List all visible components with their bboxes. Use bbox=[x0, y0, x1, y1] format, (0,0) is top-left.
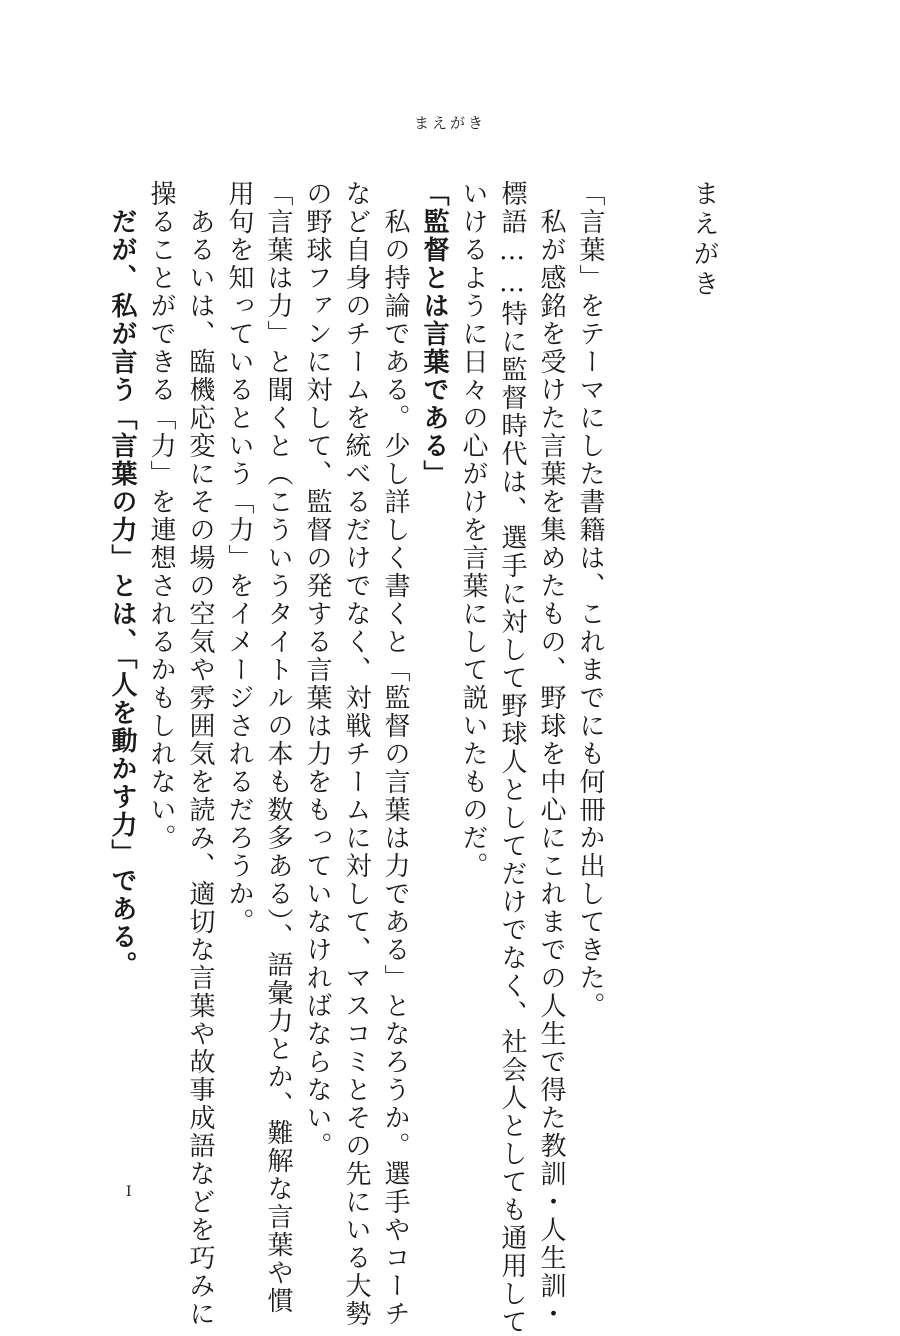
page-number: I bbox=[126, 1184, 132, 1200]
text-column-7: など自身のチームを統べるだけでなく、対戦チームに対して、マスコミとその先にいる大勢 bbox=[341, 180, 371, 1328]
text-column-3: 標語……特に監督時代は、選手に対して野球人としてだけでなく、社会人としても通用して bbox=[497, 180, 527, 1336]
text-column-1: 「言葉」をテーマにした書籍は、これまでにも何冊か出してきた。 bbox=[575, 180, 605, 1020]
text-column-10: 用句を知っているという「力」をイメージされるだろうか。 bbox=[224, 180, 254, 936]
text-column-5: 「監督とは言葉である」 bbox=[419, 180, 449, 488]
text-column-12: 操ることができる「力」を連想されるかもしれない。 bbox=[146, 180, 176, 852]
chapter-title: まえがき bbox=[689, 180, 719, 300]
running-head: まえがき bbox=[413, 114, 486, 132]
text-column-4: いけるように日々の心がけを言葉にして説いたものだ。 bbox=[458, 180, 488, 880]
text-column-11: あるいは、臨機応変にその場の空気や雰囲気を読み、適切な言葉や故事成語などを巧みに bbox=[185, 180, 215, 1328]
text-column-6: 私の持論である。少し詳しく書くと「監督の言葉は力である」となろうか。選手やコーチ bbox=[380, 180, 410, 1328]
text-column-9: 「言葉は力」と聞くと（こういうタイトルの本も数多ある）、語彙力とか、難解な言葉や慣 bbox=[263, 180, 293, 1315]
text-column-2: 私が感銘を受けた言葉を集めたもの、野球を中心にこれまでの人生で得た教訓・人生訓・ bbox=[536, 180, 566, 1328]
text-column-13: だが、私が言う「言葉の力」とは、「人を動かす力」である。 bbox=[107, 180, 137, 979]
text-column-8: の野球ファンに対して、監督の発する言葉は力をもっていなければならない。 bbox=[302, 180, 332, 1160]
